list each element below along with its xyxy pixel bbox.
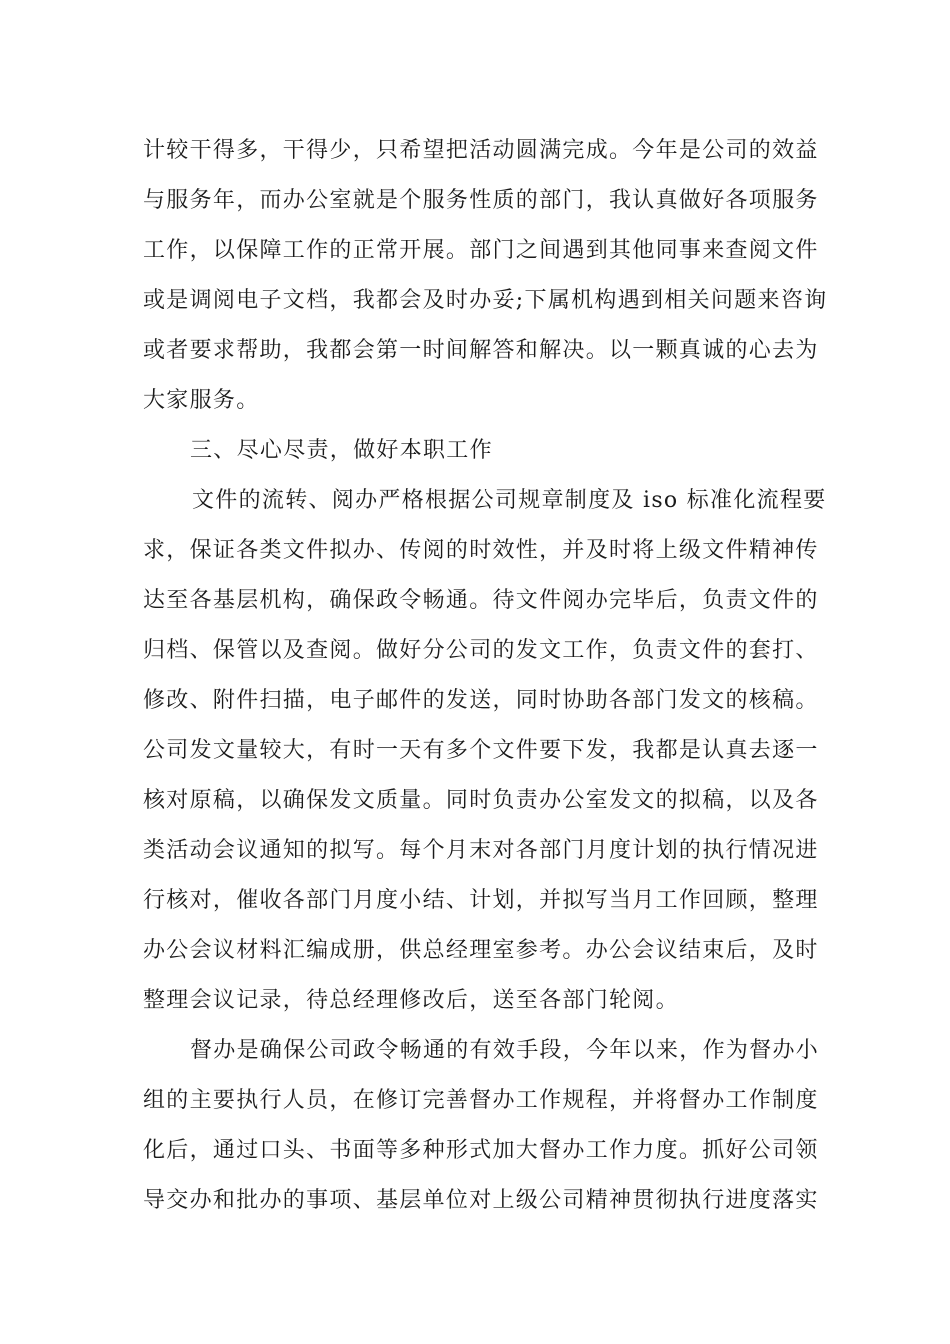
paragraph-line: 或是调阅电子文档，我都会及时办妥;下属机构遇到相关问题来咨询 [143, 288, 828, 313]
paragraph-line: 达至各基层机构，确保政令畅通。待文件阅办完毕后，负责文件的 [143, 588, 819, 613]
section-heading: 三、尽心尽责，做好本职工作 [190, 438, 493, 463]
paragraph-line: 修改、附件扫描，电子邮件的发送，同时协助各部门发文的核稿。 [143, 688, 819, 713]
paragraph-line: 行核对，催收各部门月度小结、计划，并拟写当月工作回顾，整理 [143, 888, 819, 913]
paragraph-line: 或者要求帮助，我都会第一时间解答和解决。以一颗真诚的心去为 [143, 338, 819, 363]
paragraph-line: 整理会议记录，待总经理修改后，送至各部门轮阅。 [143, 988, 679, 1013]
paragraph-line: 公司发文量较大，有时一天有多个文件要下发，我都是认真去逐一 [143, 738, 819, 763]
paragraph-line: 核对原稿，以确保发文质量。同时负责办公室发文的拟稿，以及各 [143, 788, 819, 813]
paragraph-line: 大家服务。 [143, 388, 260, 413]
paragraph-line: 导交办和批办的事项、基层单位对上级公司精神贯彻执行进度落实 [143, 1188, 819, 1213]
paragraph-line: 归档、保管以及查阅。做好分公司的发文工作，负责文件的套打、 [143, 638, 819, 663]
paragraph-line: 组的主要执行人员，在修订完善督办工作规程，并将督办工作制度 [143, 1088, 819, 1113]
paragraph-line: 计较干得多，干得少，只希望把活动圆满完成。今年是公司的效益 [143, 138, 819, 163]
paragraph-line: 文件的流转、阅办严格根据公司规章制度及 iso 标准化流程要 [192, 488, 827, 513]
paragraph-line: 化后，通过口头、书面等多种形式加大督办工作力度。抓好公司领 [143, 1138, 819, 1163]
paragraph-line: 求，保证各类文件拟办、传阅的时效性，并及时将上级文件精神传 [143, 538, 819, 563]
paragraph-line: 类活动会议通知的拟写。每个月末对各部门月度计划的执行情况进 [143, 838, 819, 863]
paragraph-line: 工作，以保障工作的正常开展。部门之间遇到其他同事来查阅文件 [143, 238, 819, 263]
paragraph-line: 与服务年，而办公室就是个服务性质的部门，我认真做好各项服务 [143, 188, 819, 213]
paragraph-line: 办公会议材料汇编成册，供总经理室参考。办公会议结束后，及时 [143, 938, 819, 963]
paragraph-line: 督办是确保公司政令畅通的有效手段，今年以来，作为督办小 [190, 1038, 820, 1063]
